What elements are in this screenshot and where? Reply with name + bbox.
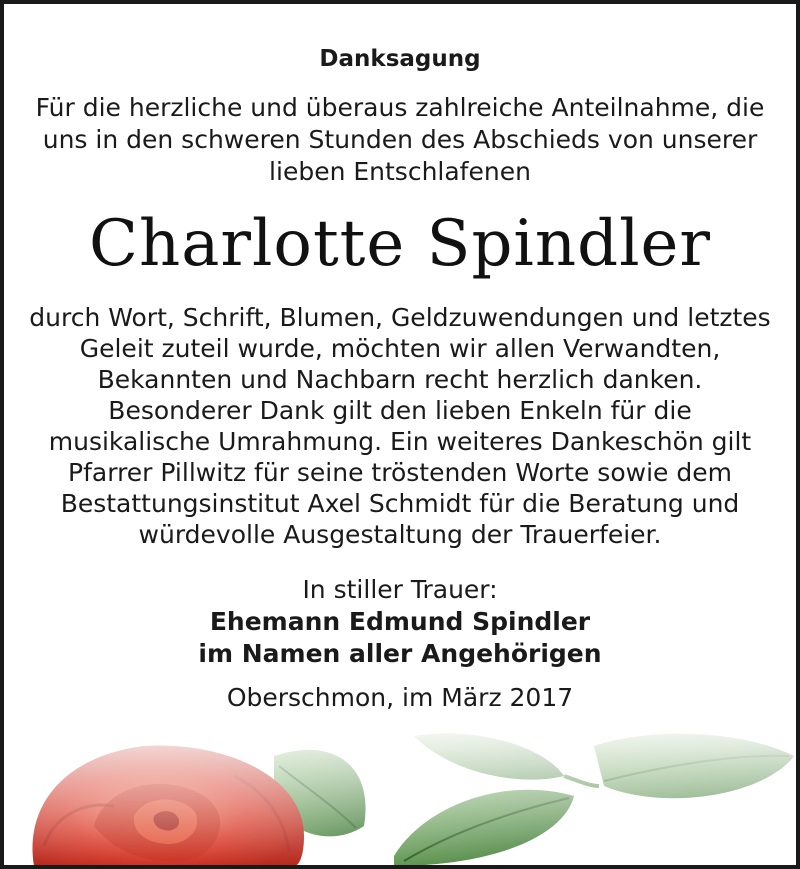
thanks-line: Besonderer Dank gilt den lieben Enkeln für die [108,396,692,425]
thanks-line: würdevolle Ausgestaltung der Trauerfeier. [138,520,662,549]
intro-text [34,92,766,188]
thanks-line: durch Wort, Schrift, Blumen, Geldzuwendungen und letztes [29,303,771,332]
signer-line: Ehemann Edmund Spindler [209,607,591,636]
thanks-line: musikalische Umrahmung. Ein weiteres Dankeschön gilt [48,427,752,456]
thanks-line: Pfarrer Pillwitz für seine tröstenden Worte sowie dem [68,458,732,487]
thanks-text [24,302,776,550]
intro-line: Für die herzliche und überaus zahlreiche Anteilnahme, die [35,93,765,122]
intro-line: uns in den schweren Stunden des Abschieds von unserer [42,125,758,154]
intro-line: lieben Entschlafenen [269,157,531,186]
signature-block [4,574,796,670]
mourning-label: In stiller Trauer: [302,575,498,604]
rose-decoration-icon [4,716,796,866]
deceased-name: Charlotte Spindler [89,207,711,281]
thanks-line: Geleit zuteil wurde, möchten wir allen Verwandten, [79,334,721,363]
thanks-line: Bestattungsinstitut Axel Schmidt für die Beratung und [60,489,740,518]
place-date: Oberschmon, im März 2017 [226,683,574,712]
signer-line: im Namen aller Angehörigen [198,639,602,668]
thanks-line: Bekannten und Nachbarn recht herzlich danken. [97,365,703,394]
heading: Danksagung [319,46,481,72]
